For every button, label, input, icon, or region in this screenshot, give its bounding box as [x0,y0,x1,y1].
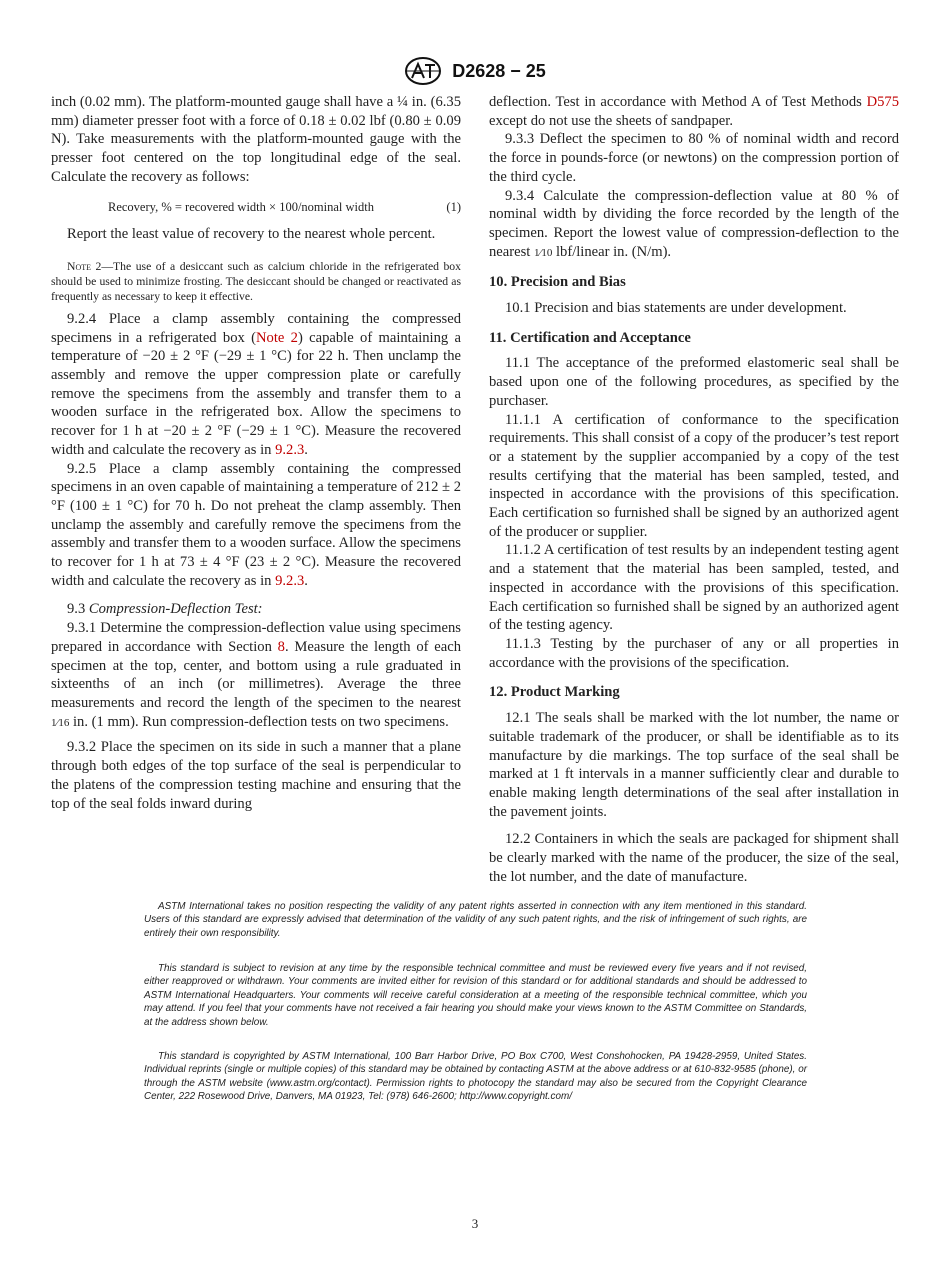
text: 9.3.4 Calculate the compression-deflection value at 80 % of nominal width by dividing the force recorded by the length of the specimen. Report the lowest value of compression-deflection to the nearest [489,187,899,260]
section-title: Compression-Deflection Test: [88,601,263,618]
footer-copyright-notice [144,1050,807,1104]
section-12-2: 12.2 Containers in which the seals are packaged for shipment shall be clearly marked with the name of the producer, the size of the seal, the lot number, and the date of manufacture. [489,831,899,885]
heading-precision-bias: 10. Precision and Bias [489,274,626,291]
text: 9.2.4 Place a clamp assembly containing the compressed specimens in a refrigerated box ( [51,310,461,346]
note-text: —The use of a desiccant such as calcium chloride in the refrigerated box should be used to minimize frosting. The desiccant should be changed or reactivated as frequently as necessary to keep it effective. [51,259,461,303]
text: deflection. Test in accordance with Method A of Test Methods [489,94,867,110]
section-10-1: 10.1 Precision and bias statements are under development. [505,300,847,317]
section-9-2-4 [51,310,461,460]
right-column [489,93,899,886]
equation-recovery [108,198,461,217]
section-11-1-2: 11.1.2 A certification of test results by an independent testing agent and a statement that the material has been sampled, tested, and inspected in accordance with the provisions of this specification. Each certification so furnished shall be signed by an authorized agent of the testing agency. [489,542,899,634]
section-11-1: 11.1 The acceptance of the preformed elastomeric seal shall be based upon one of the following procedures, as specified by the purchaser. [489,355,899,409]
link-9-2-3[interactable]: 9.2.3 [275,572,305,589]
fraction: 1⁄16 [51,716,70,729]
section-9-3-1 [51,619,461,732]
paragraph-report-recovery: Report the least value of recovery to the nearest whole percent. [67,226,436,243]
equation-text: Recovery, % = recovered width × 100/nominal width [108,199,374,214]
note-2 [51,259,461,304]
heading-certification: 11. Certification and Acceptance [489,329,691,346]
section-9-2-5 [51,460,461,591]
text: ) capable of maintaining a temperature of −20 ± 2 °F (−29 ± 1 °C) for 22 h. Then unclamp the assembly and remove the upper compression plate or carefully remove the specimens from the assembly and transfer them to a wooden surface in the refrigerated box. Allow the specimens to recover for 1 h at −20 ± 2 °F (−29 ± 1 °C). Measure the recovered width and calculate the recovery as in [51,329,461,458]
text: in. (1 mm). Run compression-deflection tests on two specimens. [69,713,449,730]
note-label: Note 2 [67,259,102,273]
fraction: 1⁄10 [533,246,553,259]
page-header [0,56,950,86]
left-column [51,93,461,813]
paragraph-deflection [489,93,899,130]
link-note-2[interactable]: Note 2 [256,329,298,346]
astm-logo-icon [404,56,442,86]
section-12-1: 12.1 The seals shall be marked with the lot number, the name or suitable trademark of the producer, or shall be identifiable as to its manufacture by die markings. The top surface of the seal shall be marked at 1 ft intervals in a manner sufficiently clear and durable to enable making length determinations of the seal after installation in the pavement joints. [489,710,899,820]
link-d575[interactable]: D575 [866,94,899,110]
link-section-8[interactable]: 8 [277,638,285,655]
section-9-3-heading [51,600,461,619]
link-9-2-3[interactable]: 9.2.3 [275,441,305,458]
footer-text: This standard is copyrighted by ASTM International, 100 Barr Harbor Drive, PO Box C700, West Conshohocken, PA 19428-2959, United States. Individual reprints (single or multiple copies) of this standard may be obtained by contacting ASTM at the above address or at 610-832-9585 (phone), or through the ASTM website (www.astm.org/contact). Permission rights to photocopy the standard may also be secured from the Copyright Clearance Center, 222 Rosewood Drive, Danvers, MA 01923, Tel: (978) 646-2600; http://www.copyright.com/ [144,1051,807,1103]
footer-patent-notice [144,900,807,940]
text: lbf/linear in. (N/m). [552,243,672,260]
heading-product-marking: 12. Product Marking [489,684,620,701]
section-11-1-3: 11.1.3 Testing by the purchaser of any or all properties in accordance with the provisions of the specification. [489,635,899,671]
text: . Measure the length of each specimen at the top, center, and bottom using a rule graduated in sixteenths of an inch (or millimetres). Average the three measurements and record the length of the specimen to the nearest [51,638,461,711]
footer-revision-notice [144,962,807,1029]
footer-text: This standard is subject to revision at any time by the responsible technical committee and must be reviewed every five years and if not revised, either reapproved or withdrawn. Your comments are invited either for revision of this standard or for additional standards and should be addressed to ASTM International Headquarters. Your comments will receive careful consideration at a meeting of the responsible technical committee, which you may attend. If you feel that your comments have not received a fair hearing you should make your views known to the ASTM Committee on Standards, at the address shown below. [144,963,807,1028]
text: 9.2.5 Place a clamp assembly containing the compressed specimens in an oven capable of maintaining a temperature of 212 ± 2 °F (100 ± 1 °C) for 70 h. Do not preheat the clamp assembly. Then unclamp the assembly and carefully remove the specimens from the assembly and transfer them to a wooden surface. Allow the specimens to recover for 1 h at 73 ± 4 °F (23 ± 2 °C). Measure the recovered width and calculate the recovery as in [51,460,462,589]
text: . [304,441,308,458]
section-9-3-4 [489,187,899,263]
text: . [304,572,308,589]
section-9-3-3: 9.3.3 Deflect the specimen to 80 % of nominal width and record the force in pounds-force (or newtons) on the compression portion of the third cycle. [489,131,899,185]
text: 9.3.1 Determine the compression-deflection value using specimens prepared in accordance with Section [51,620,461,655]
footer-text: ASTM International takes no position respecting the validity of any patent rights asserted in connection with any item mentioned in this standard. Users of this standard are expressly advised that determination of the validity of any such patent rights, and the risk of infringement of such rights, are entirely their own responsibility. [144,901,807,939]
equation-number: (1) [446,199,461,214]
section-11-1-1: 11.1.1 A certification of conformance to the specification requirements. This shall consist of a copy of the producer’s test report or a statement by the supplier accompanied by a copy of the test results certifying that the material has been sampled, tested, and inspected in accordance with the provisions of this specification. Each certification so furnished shall be signed by an authorized agent of the producer or supplier. [489,411,899,540]
text: except do not use the sheets of sandpaper. [489,112,733,129]
section-9-3-2: 9.3.2 Place the specimen on its side in such a manner that a plane through both edges of the top surface of the seal is perpendicular to the platens of the compression testing machine and ensuring that the top of the seal folds inward during [51,739,461,812]
paragraph-gauge: inch (0.02 mm). The platform-mounted gauge shall have a ¼ in. (6.35 mm) diameter presser foot with a force of 0.18 ± 0.02 lbf (0.80 ± 0.09 N). Take measurements with the platform-mounted gauge with the presser foot centered on the top longitudinal edge of the seal. Calculate the recovery as follows: [51,94,461,185]
document-id: D2628 − 25 [452,60,546,81]
section-number: 9.3 [67,601,86,618]
page-number: 3 [471,1216,479,1231]
